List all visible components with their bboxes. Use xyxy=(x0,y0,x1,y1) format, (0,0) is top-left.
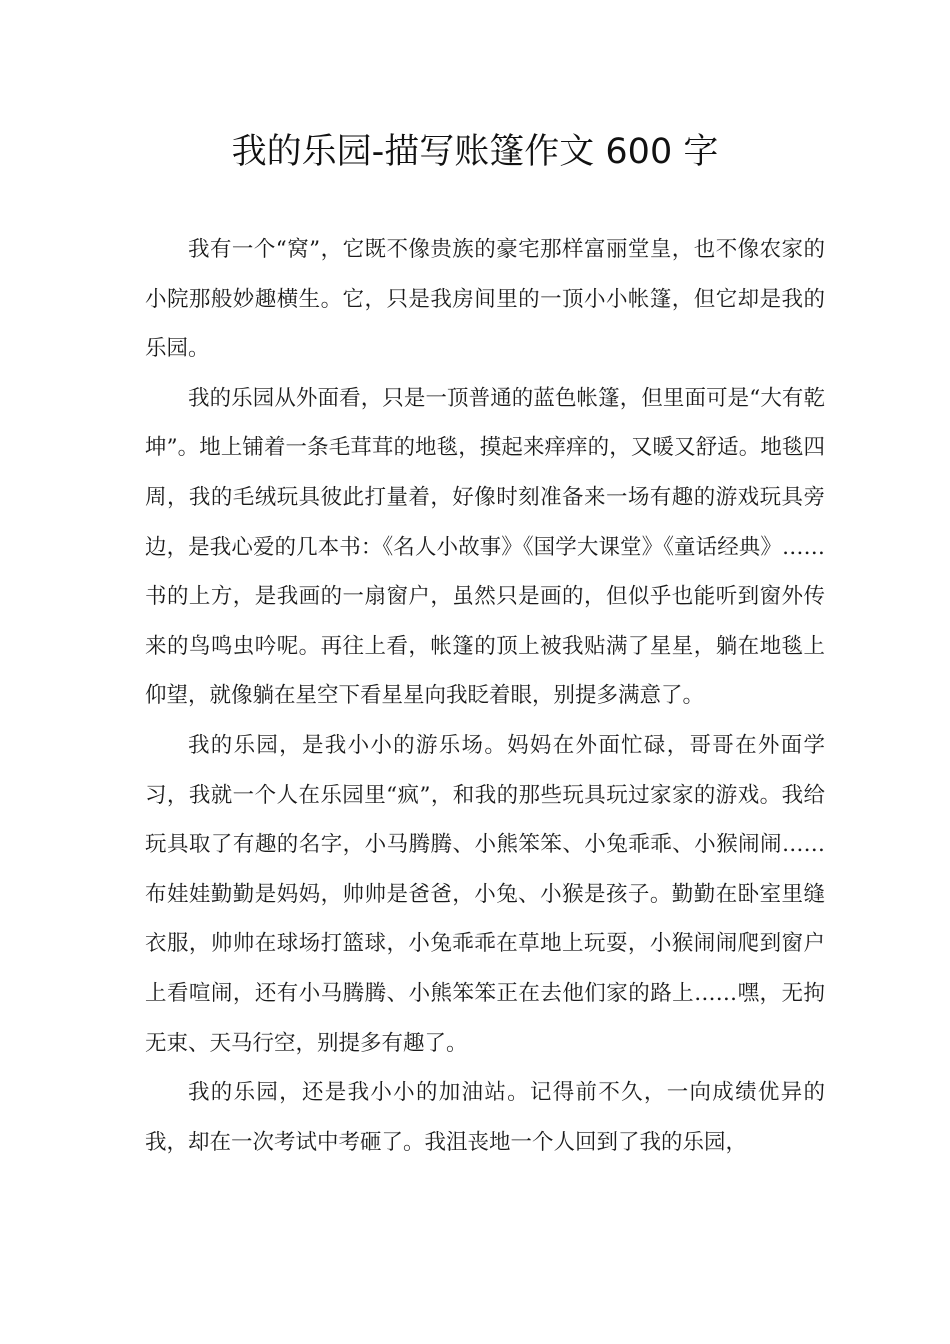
paragraph-1: 我有一个“窝”，它既不像贵族的豪宅那样富丽堂皇，也不像农家的小院那般妙趣横生。它，只是我房间里的一顶小小帐篷，但它却是我的乐园。 xyxy=(145,237,825,362)
document-body xyxy=(145,225,825,1167)
paragraph-3: 我的乐园，是我小小的游乐场。妈妈在外面忙碌，哥哥在外面学习，我就一个人在乐园里“疯”，和我的那些玩具玩过家家的游戏。我给玩具取了有趣的名字，小马腾腾、小熊笨笨、小兔乖乖、小猴闹闹……布娃娃勤勤是妈妈，帅帅是爸爸，小兔、小猴是孩子。勤勤在卧室里缝衣服，帅帅在球场打篮球，小兔乖乖在草地上玩耍，小猴闹闹爬到窗户上看喧闹，还有小马腾腾、小熊笨笨正在去他们家的路上……嘿，无拘无束、天马行空，别提多有趣了。 xyxy=(145,732,825,1056)
document-title: 我的乐园-描写账篷作文 600 字 xyxy=(231,132,719,172)
paragraph-2: 我的乐园从外面看，只是一顶普通的蓝色帐篷，但里面可是“大有乾坤”。地上铺着一条毛茸茸的地毯，摸起来痒痒的，又暖又舒适。地毯四周，我的毛绒玩具彼此打量着，好像时刻准备来一场有趣的游戏玩具旁边，是我心爱的几本书：《名人小故事》《国学大课堂》《童话经典》……书的上方，是我画的一扇窗户，虽然只是画的，但似乎也能听到窗外传来的鸟鸣虫吟呢。再往上看，帐篷的顶上被我贴满了星星，躺在地毯上仰望，就像躺在星空下看星星向我眨着眼，别提多满意了。 xyxy=(145,385,825,709)
paragraph-4: 我的乐园，还是我小小的加油站。记得前不久，一向成绩优异的我，却在一次考试中考砸了。我沮丧地一个人回到了我的乐园， xyxy=(145,1080,825,1155)
